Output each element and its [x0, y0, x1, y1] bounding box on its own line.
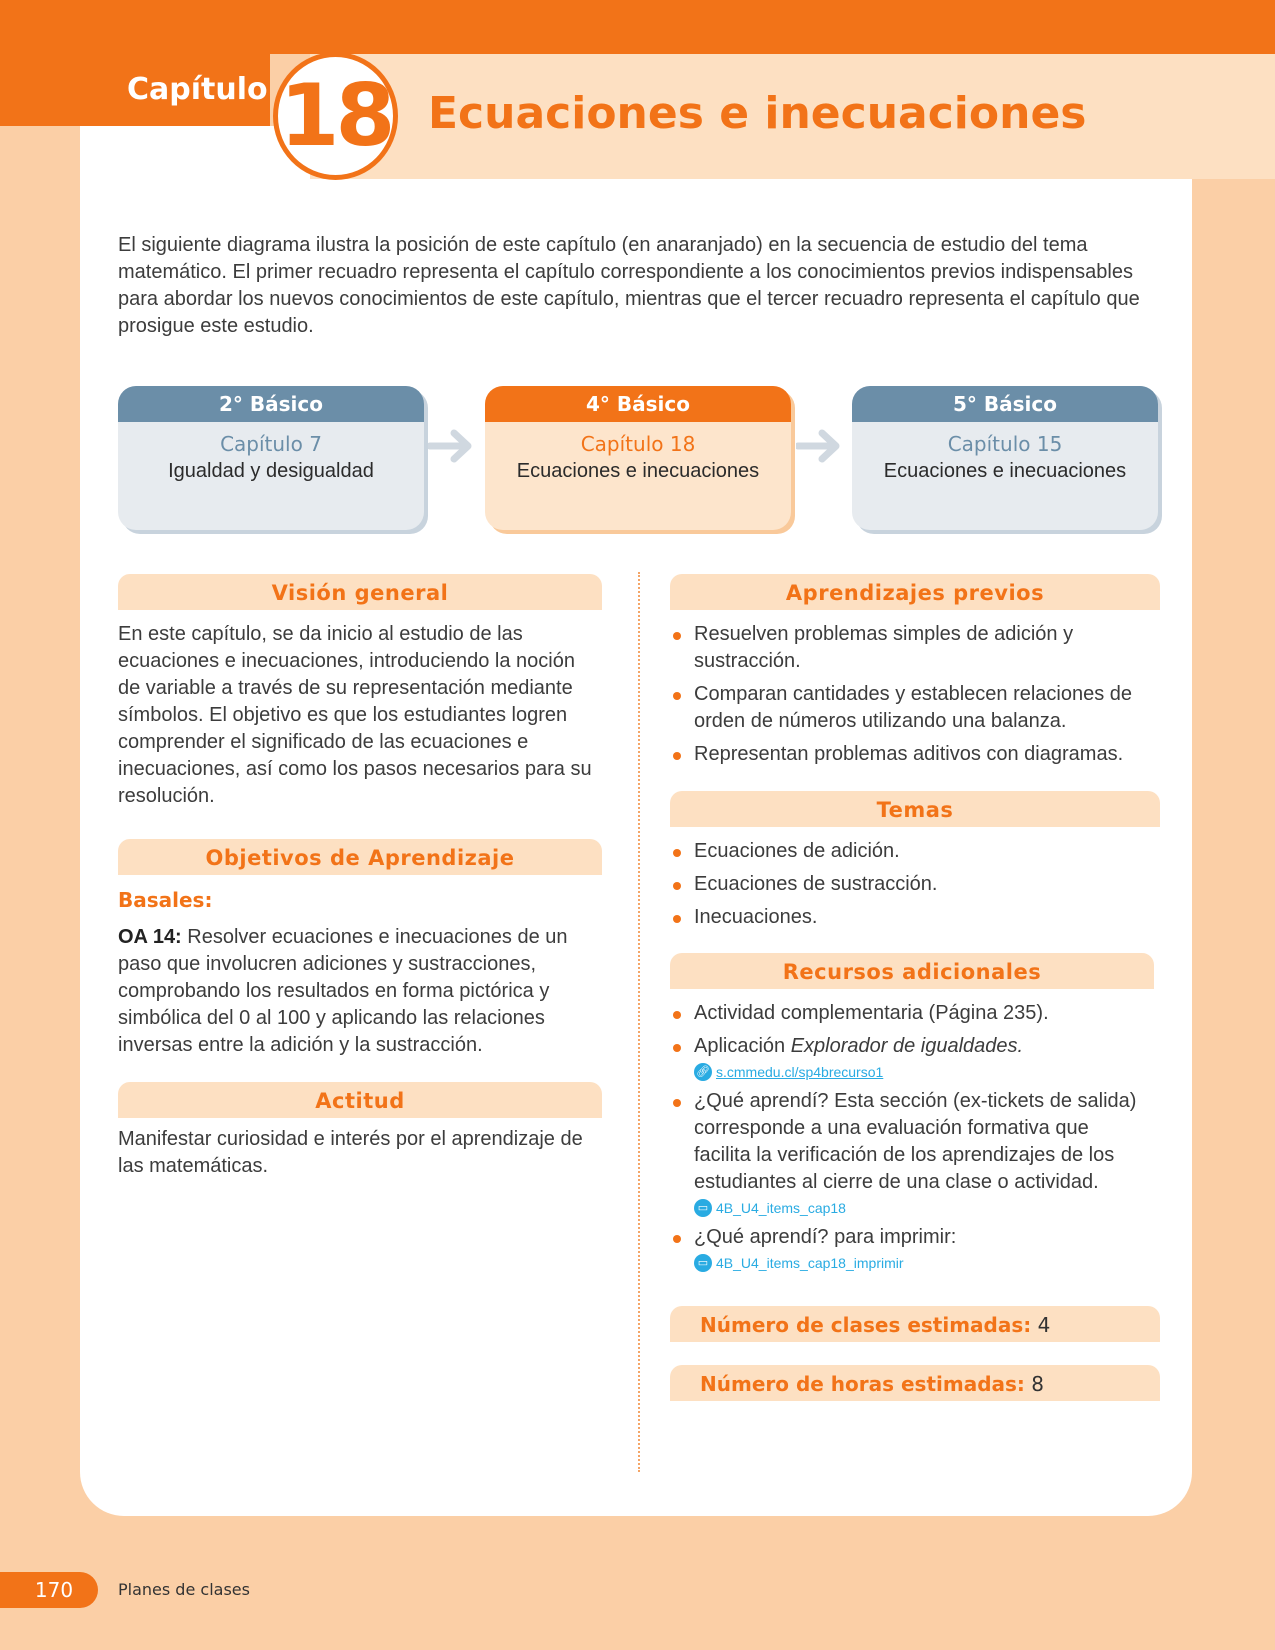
vision-text: En este capítulo, se da inicio al estudio de las ecuaciones e inecuaciones, introduciendo la noción de variable a través de su representación mediante símbolos. El objetivo es que los estudiantes logren comprender el significado de las ecuaciones e inecuaciones, así como los pasos necesarios para su resolución.: [118, 623, 592, 807]
sequence-chapter: Capítulo 15: [947, 432, 1063, 456]
basales-label: Basales:: [118, 888, 213, 912]
chapter-number: 18: [279, 66, 392, 166]
sequence-box-previous: [118, 386, 424, 530]
list-item: [670, 741, 1150, 768]
list-item-text: Aplicación: [694, 1035, 791, 1057]
bullet-icon: [673, 1099, 681, 1107]
list-item: [670, 681, 1150, 735]
list-item-text: Actividad complementaria (Página 235).: [694, 1002, 1049, 1024]
sequence-box-next: [852, 386, 1158, 530]
sequence-chapter: Capítulo 7: [220, 432, 322, 456]
sequence-grade: 2° Básico: [118, 386, 424, 422]
list-item-text: ¿Qué aprendí? Esta sección (ex-tickets de salida) corresponde a una evaluación formativa que facilita la verificación de los aprendizajes de los estudiantes al cierre de una clase o actividad.: [694, 1090, 1137, 1193]
link-text[interactable]: s.cmmedu.cl/sp4brecurso1: [716, 1064, 884, 1080]
list-item: [670, 838, 1150, 865]
column-divider: [638, 572, 640, 1472]
sequence-grade: 4° Básico: [485, 386, 791, 422]
list-item: [670, 1033, 1150, 1082]
bullet-icon: [673, 752, 681, 760]
chapter-number-badge: [273, 52, 398, 180]
folder-icon: ▭: [694, 1254, 712, 1272]
oa-description: Resolver ecuaciones e inecuaciones de un paso que involucren adiciones y sustracciones, comprobando los resultados en forma pictórica y simbólica del 0 al 100 y aplicando las relaciones inversas entre la adición y la sustracción.: [118, 926, 568, 1056]
list-item-text: Ecuaciones de sustracción.: [694, 873, 938, 895]
bullet-icon: [673, 882, 681, 890]
actitud-text: Manifestar curiosidad e interés por el aprendizaje de las matemáticas.: [118, 1128, 583, 1177]
temas-list: [670, 838, 1150, 937]
estimated-hours-label: Número de horas estimadas:: [700, 1372, 1025, 1396]
resource-file[interactable]: [694, 1253, 1150, 1273]
sequence-chapter-name: Ecuaciones e inecuaciones: [516, 460, 760, 482]
resource-link[interactable]: [694, 1062, 1150, 1082]
sequence-grade: 5° Básico: [852, 386, 1158, 422]
link-icon: 🔗︎: [694, 1063, 712, 1081]
list-item: [670, 1224, 1150, 1273]
estimated-classes-label: Número de clases estimadas:: [700, 1313, 1032, 1337]
app-name: Explorador de igualdades.: [790, 1035, 1024, 1057]
estimated-classes: [670, 1306, 1160, 1342]
section-heading-previos: Aprendizajes previos: [670, 574, 1160, 610]
list-item: [670, 1000, 1150, 1027]
sequence-chapter-name: Ecuaciones e inecuaciones: [883, 460, 1127, 482]
arrow-right-icon: [796, 428, 842, 464]
intro-paragraph: El siguiente diagrama ilustra la posición de este capítulo (en anaranjado) en la secuencia de estudio del tema matemático. El primer recuadro representa el capítulo correspondiente a los conocimientos previos indispensables para abordar los nuevos conocimientos de este capítulo, mientras que el tercer recuadro representa el capítulo que prosigue este estudio.: [118, 234, 1140, 337]
sequence-box-current: [485, 386, 791, 530]
oa-text: [118, 924, 598, 1059]
bullet-icon: [673, 1235, 681, 1243]
bullet-icon: [673, 1011, 681, 1019]
file-name[interactable]: 4B_U4_items_cap18: [716, 1200, 846, 1216]
estimated-hours: [670, 1365, 1160, 1401]
bullet-icon: [673, 692, 681, 700]
bullet-icon: [673, 915, 681, 923]
list-item: [670, 871, 1150, 898]
list-item: [670, 1088, 1150, 1218]
recursos-list: [670, 1000, 1150, 1279]
bullet-icon: [673, 1044, 681, 1052]
page-title: Ecuaciones e inecuaciones: [428, 88, 1087, 139]
file-name[interactable]: 4B_U4_items_cap18_imprimir: [716, 1255, 904, 1271]
list-item: [670, 621, 1150, 675]
section-heading-recursos: Recursos adicionales: [670, 953, 1154, 989]
list-item-text: Inecuaciones.: [694, 906, 818, 928]
resource-file[interactable]: [694, 1198, 1150, 1218]
list-item-text: Comparan cantidades y establecen relaciones de orden de números utilizando una balanza.: [694, 683, 1133, 732]
estimated-classes-value: 4: [1037, 1313, 1051, 1337]
bullet-icon: [673, 632, 681, 640]
bullet-icon: [673, 849, 681, 857]
list-item-text: Resuelven problemas simples de adición y sustracción.: [694, 623, 1074, 672]
section-heading-actitud: Actitud: [118, 1082, 602, 1118]
arrow-right-icon: [428, 428, 474, 464]
list-item-text: Representan problemas aditivos con diagramas.: [694, 743, 1124, 765]
sequence-chapter-name: Igualdad y desigualdad: [168, 460, 374, 482]
header-top-bar: [0, 0, 1275, 54]
list-item-text: Ecuaciones de adición.: [694, 840, 900, 862]
page-number: 170: [0, 1572, 98, 1608]
chapter-label: Capítulo: [127, 72, 268, 107]
oa-code: OA 14:: [118, 926, 182, 948]
estimated-hours-value: 8: [1031, 1372, 1045, 1396]
sequence-chapter: Capítulo 18: [580, 432, 696, 456]
section-heading-objetivos: Objetivos de Aprendizaje: [118, 839, 602, 875]
previos-list: [670, 621, 1150, 774]
section-heading-vision: Visión general: [118, 574, 602, 610]
footer-section-title: Planes de clases: [118, 1580, 250, 1599]
list-item: [670, 904, 1150, 931]
list-item-text: ¿Qué aprendí? para imprimir:: [694, 1226, 957, 1248]
folder-icon: ▭: [694, 1199, 712, 1217]
section-heading-temas: Temas: [670, 791, 1160, 827]
